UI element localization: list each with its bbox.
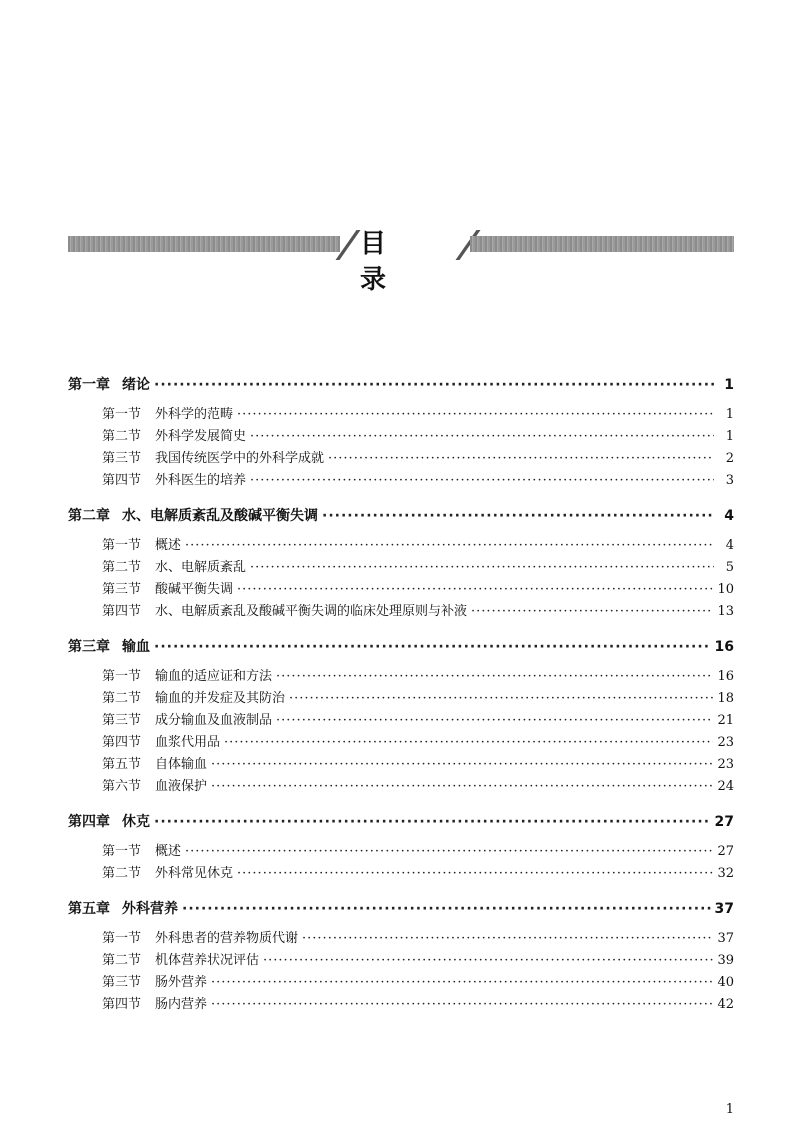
dot-leader	[224, 735, 713, 750]
section-label: 第三节	[102, 451, 142, 466]
section-page: 37	[717, 931, 734, 946]
section-title: 输血的并发症及其防治	[155, 691, 286, 706]
section-entry[interactable]	[68, 534, 734, 556]
dot-leader	[276, 713, 713, 728]
chapter-entry[interactable]	[68, 898, 734, 920]
section-label: 第三节	[102, 975, 142, 990]
chapter-title: 休克	[122, 814, 150, 830]
section-page: 32	[717, 866, 734, 881]
section-page: 10	[717, 582, 734, 597]
page-title: 目 录	[360, 229, 409, 295]
chapter-4	[68, 811, 734, 884]
section-entry[interactable]	[68, 927, 734, 949]
dot-leader	[322, 508, 714, 524]
section-label: 第四节	[102, 473, 142, 488]
section-entry[interactable]	[68, 403, 734, 425]
table-of-contents	[68, 374, 734, 1029]
title-bar-left	[68, 236, 340, 252]
dot-leader	[185, 538, 714, 553]
section-title: 概述	[155, 538, 182, 553]
dot-leader	[185, 844, 713, 859]
dot-leader	[237, 407, 714, 422]
section-title: 肠外营养	[155, 975, 208, 990]
chapter-label: 第三章	[68, 639, 110, 655]
dot-leader	[237, 582, 713, 597]
section-entry[interactable]	[68, 687, 734, 709]
section-entry[interactable]	[68, 665, 734, 687]
dot-leader	[154, 639, 711, 655]
section-page: 23	[717, 735, 734, 750]
chapter-label: 第二章	[68, 508, 110, 524]
section-entry[interactable]	[68, 731, 734, 753]
section-title: 血液保护	[155, 779, 208, 794]
section-page: 42	[717, 997, 734, 1012]
section-entry[interactable]	[68, 862, 734, 884]
chapter-3	[68, 636, 734, 797]
section-title: 外科患者的营养物质代谢	[155, 931, 299, 946]
section-entry[interactable]	[68, 425, 734, 447]
section-entry[interactable]	[68, 993, 734, 1015]
section-label: 第一节	[102, 844, 142, 859]
chapter-title: 绪论	[122, 377, 150, 393]
section-label: 第三节	[102, 582, 142, 597]
section-page: 16	[717, 669, 734, 684]
chapter-page: 27	[714, 814, 734, 830]
dot-leader	[250, 473, 714, 488]
section-title: 血浆代用品	[155, 735, 221, 750]
chapter-page: 37	[714, 901, 734, 917]
section-label: 第二节	[102, 691, 142, 706]
section-page: 40	[717, 975, 734, 990]
section-title: 自体输血	[155, 757, 208, 772]
section-title: 水、电解质紊乱	[155, 560, 247, 575]
section-title: 概述	[155, 844, 182, 859]
section-label: 第二节	[102, 866, 142, 881]
section-label: 第一节	[102, 538, 142, 553]
section-entry[interactable]	[68, 709, 734, 731]
dot-leader	[289, 691, 713, 706]
toc-title-banner	[68, 226, 734, 295]
section-entry[interactable]	[68, 840, 734, 862]
section-title: 输血的适应证和方法	[155, 669, 273, 684]
dot-leader	[237, 866, 713, 881]
dot-leader	[182, 901, 711, 917]
section-page: 24	[717, 779, 734, 794]
dot-leader	[250, 560, 714, 575]
chapter-page: 16	[714, 639, 734, 655]
section-label: 第四节	[102, 604, 142, 619]
section-title: 成分输血及血液制品	[155, 713, 273, 728]
section-title: 外科常见休克	[155, 866, 234, 881]
section-label: 第三节	[102, 713, 142, 728]
section-entry[interactable]	[68, 578, 734, 600]
dot-leader	[263, 953, 713, 968]
section-entry[interactable]	[68, 556, 734, 578]
section-label: 第二节	[102, 560, 142, 575]
section-page: 4	[725, 538, 734, 553]
section-title: 酸碱平衡失调	[155, 582, 234, 597]
section-label: 第二节	[102, 429, 142, 444]
section-page: 21	[717, 713, 734, 728]
chapter-label: 第五章	[68, 901, 110, 917]
section-page: 18	[717, 691, 734, 706]
chapter-label: 第一章	[68, 377, 110, 393]
section-page: 27	[717, 844, 734, 859]
section-title: 我国传统医学中的外科学成就	[155, 451, 325, 466]
dot-leader	[250, 429, 714, 444]
section-entry[interactable]	[68, 469, 734, 491]
section-page: 13	[717, 604, 734, 619]
section-page: 1	[725, 407, 734, 422]
section-label: 第六节	[102, 779, 142, 794]
chapter-1	[68, 374, 734, 491]
dot-leader	[154, 377, 714, 393]
chapter-page: 1	[724, 377, 734, 393]
section-label: 第二节	[102, 953, 142, 968]
chapter-title: 水、电解质紊乱及酸碱平衡失调	[122, 508, 318, 524]
title-bar-right	[470, 236, 734, 252]
section-title: 水、电解质紊乱及酸碱平衡失调的临床处理原则与补液	[155, 604, 468, 619]
section-title: 机体营养状况评估	[155, 953, 260, 968]
section-label: 第一节	[102, 407, 142, 422]
dot-leader	[211, 757, 713, 772]
section-entry[interactable]	[68, 447, 734, 469]
section-title: 肠内营养	[155, 997, 208, 1012]
section-label: 第五节	[102, 757, 142, 772]
dot-leader	[276, 669, 713, 684]
chapter-title: 外科营养	[122, 901, 178, 917]
chapter-entry[interactable]	[68, 374, 734, 396]
section-label: 第一节	[102, 669, 142, 684]
section-label: 第一节	[102, 931, 142, 946]
page-number: 1	[725, 1102, 734, 1117]
dot-leader	[154, 814, 711, 830]
section-title: 外科学发展简史	[155, 429, 247, 444]
chapter-entry[interactable]	[68, 811, 734, 833]
section-page: 5	[725, 560, 734, 575]
chapter-page: 4	[724, 508, 734, 524]
section-title: 外科医生的培养	[155, 473, 247, 488]
section-label: 第四节	[102, 997, 142, 1012]
chapter-title: 输血	[122, 639, 150, 655]
chapter-2	[68, 505, 734, 622]
dot-leader	[471, 604, 713, 619]
section-title: 外科学的范畴	[155, 407, 234, 422]
section-page: 1	[725, 429, 734, 444]
dot-leader	[328, 451, 714, 466]
dot-leader	[211, 975, 713, 990]
section-page: 3	[725, 473, 734, 488]
dot-leader	[302, 931, 713, 946]
section-entry[interactable]	[68, 971, 734, 993]
dot-leader	[211, 779, 713, 794]
section-label: 第四节	[102, 735, 142, 750]
chapter-entry[interactable]	[68, 636, 734, 658]
chapter-label: 第四章	[68, 814, 110, 830]
section-page: 2	[725, 451, 734, 466]
section-entry[interactable]	[68, 775, 734, 797]
chapter-entry[interactable]	[68, 505, 734, 527]
chapter-5	[68, 898, 734, 1015]
section-entry[interactable]	[68, 600, 734, 622]
dot-leader	[211, 997, 713, 1012]
section-entry[interactable]	[68, 753, 734, 775]
section-page: 23	[717, 757, 734, 772]
section-entry[interactable]	[68, 949, 734, 971]
section-page: 39	[717, 953, 734, 968]
